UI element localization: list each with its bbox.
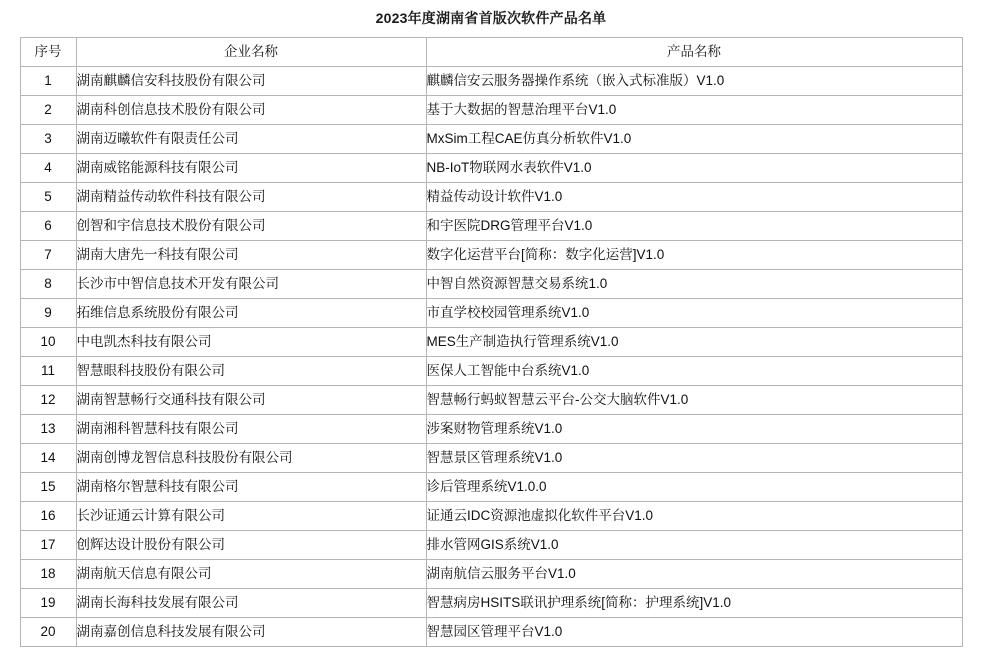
- cell-company-name: 湖南科创信息技术股份有限公司: [76, 96, 426, 125]
- cell-company-name: 湖南精益传动软件科技有限公司: [76, 183, 426, 212]
- cell-sequence-number: 11: [20, 357, 76, 386]
- table-row: [20, 444, 962, 473]
- table-header: [20, 38, 962, 67]
- cell-company-name: 长沙市中智信息技术开发有限公司: [76, 270, 426, 299]
- cell-sequence-number: 9: [20, 299, 76, 328]
- cell-company-name: 湖南创博龙智信息科技股份有限公司: [76, 444, 426, 473]
- cell-sequence-number: 2: [20, 96, 76, 125]
- cell-sequence-number: 18: [20, 560, 76, 589]
- cell-company-name: 创辉达设计股份有限公司: [76, 531, 426, 560]
- table-row: [20, 299, 962, 328]
- cell-company-name: 长沙证通云计算有限公司: [76, 502, 426, 531]
- cell-product-name: 基于大数据的智慧治理平台V1.0: [426, 96, 962, 125]
- cell-company-name: 湖南湘科智慧科技有限公司: [76, 415, 426, 444]
- cell-sequence-number: 4: [20, 154, 76, 183]
- cell-sequence-number: 17: [20, 531, 76, 560]
- cell-product-name: 中智自然资源智慧交易系统1.0: [426, 270, 962, 299]
- cell-product-name: 涉案财物管理系统V1.0: [426, 415, 962, 444]
- cell-company-name: 湖南智慧畅行交通科技有限公司: [76, 386, 426, 415]
- table-row: [20, 560, 962, 589]
- software-product-table: [20, 37, 963, 647]
- table-row: [20, 241, 962, 270]
- cell-product-name: 医保人工智能中台系统V1.0: [426, 357, 962, 386]
- table-header-row: [20, 38, 962, 67]
- cell-sequence-number: 15: [20, 473, 76, 502]
- cell-company-name: 湖南嘉创信息科技发展有限公司: [76, 618, 426, 647]
- cell-product-name: 湖南航信云服务平台V1.0: [426, 560, 962, 589]
- table-body: [20, 67, 962, 647]
- cell-product-name: 证通云IDC资源池虚拟化软件平台V1.0: [426, 502, 962, 531]
- cell-company-name: 湖南大唐先一科技有限公司: [76, 241, 426, 270]
- cell-sequence-number: 7: [20, 241, 76, 270]
- table-row: [20, 357, 962, 386]
- cell-product-name: 智慧园区管理平台V1.0: [426, 618, 962, 647]
- cell-company-name: 拓维信息系统股份有限公司: [76, 299, 426, 328]
- column-header-no: 序号: [20, 38, 76, 67]
- table-row: [20, 328, 962, 357]
- cell-company-name: 湖南长海科技发展有限公司: [76, 589, 426, 618]
- cell-company-name: 湖南麒麟信安科技股份有限公司: [76, 67, 426, 96]
- table-row: [20, 502, 962, 531]
- cell-sequence-number: 1: [20, 67, 76, 96]
- cell-sequence-number: 8: [20, 270, 76, 299]
- cell-sequence-number: 3: [20, 125, 76, 154]
- cell-sequence-number: 16: [20, 502, 76, 531]
- column-header-company: 企业名称: [76, 38, 426, 67]
- cell-sequence-number: 6: [20, 212, 76, 241]
- cell-company-name: 湖南威铭能源科技有限公司: [76, 154, 426, 183]
- cell-company-name: 湖南格尔智慧科技有限公司: [76, 473, 426, 502]
- column-header-product: 产品名称: [426, 38, 962, 67]
- cell-product-name: 数字化运营平台[简称：数字化运营]V1.0: [426, 241, 962, 270]
- table-row: [20, 96, 962, 125]
- cell-product-name: 排水管网GIS系统V1.0: [426, 531, 962, 560]
- cell-sequence-number: 20: [20, 618, 76, 647]
- cell-product-name: 诊后管理系统V1.0.0: [426, 473, 962, 502]
- table-row: [20, 531, 962, 560]
- cell-sequence-number: 14: [20, 444, 76, 473]
- table-row: [20, 154, 962, 183]
- cell-product-name: 智慧病房HSITS联讯护理系统[简称：护理系统]V1.0: [426, 589, 962, 618]
- cell-product-name: 市直学校校园管理系统V1.0: [426, 299, 962, 328]
- cell-company-name: 中电凯杰科技有限公司: [76, 328, 426, 357]
- table-row: [20, 473, 962, 502]
- cell-company-name: 智慧眼科技股份有限公司: [76, 357, 426, 386]
- cell-company-name: 湖南航天信息有限公司: [76, 560, 426, 589]
- cell-product-name: 和宇医院DRG管理平台V1.0: [426, 212, 962, 241]
- cell-product-name: MES生产制造执行管理系统V1.0: [426, 328, 962, 357]
- cell-product-name: NB-IoT物联网水表软件V1.0: [426, 154, 962, 183]
- cell-product-name: 智慧畅行蚂蚁智慧云平台-公交大脑软件V1.0: [426, 386, 962, 415]
- page-title: 2023年度湖南省首版次软件产品名单: [375, 10, 607, 26]
- cell-product-name: 麒麟信安云服务器操作系统（嵌入式标准版）V1.0: [426, 67, 962, 96]
- cell-sequence-number: 12: [20, 386, 76, 415]
- table-row: [20, 589, 962, 618]
- table-row: [20, 618, 962, 647]
- cell-product-name: 精益传动设计软件V1.0: [426, 183, 962, 212]
- cell-sequence-number: 5: [20, 183, 76, 212]
- table-row: [20, 125, 962, 154]
- cell-company-name: 湖南迈曦软件有限责任公司: [76, 125, 426, 154]
- table-row: [20, 183, 962, 212]
- cell-product-name: MxSim工程CAE仿真分析软件V1.0: [426, 125, 962, 154]
- cell-sequence-number: 13: [20, 415, 76, 444]
- cell-product-name: 智慧景区管理系统V1.0: [426, 444, 962, 473]
- table-row: [20, 386, 962, 415]
- cell-sequence-number: 10: [20, 328, 76, 357]
- cell-company-name: 创智和宇信息技术股份有限公司: [76, 212, 426, 241]
- table-row: [20, 212, 962, 241]
- table-row: [20, 67, 962, 96]
- cell-sequence-number: 19: [20, 589, 76, 618]
- table-row: [20, 415, 962, 444]
- table-row: [20, 270, 962, 299]
